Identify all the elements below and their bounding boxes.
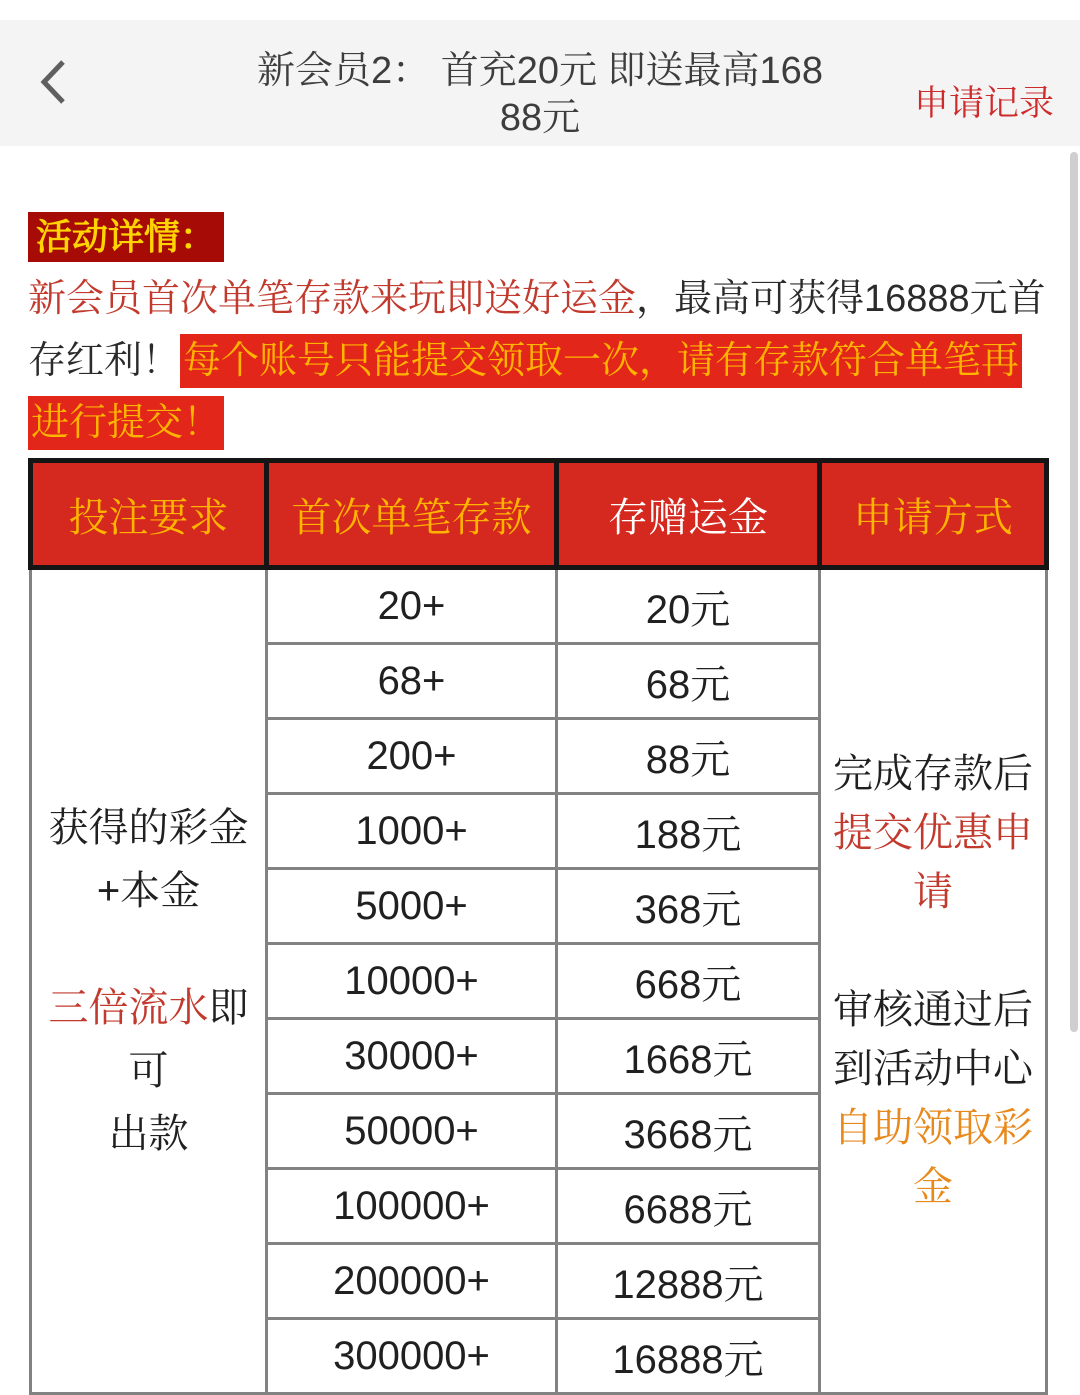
deposit-cell: 200+ [267,719,557,794]
activity-details-badge: 活动详情： [28,212,224,262]
promo-paragraph [28,268,1052,454]
deposit-cell: 20+ [267,568,557,644]
column-header-apply: 申请方式 [820,461,1047,568]
promo-text-segment: 每个账号只能提交领取一次，请有存款符合单笔再进行提交！ [28,334,1022,450]
column-header-requirement: 投注要求 [31,461,267,568]
chevron-left-icon [38,57,68,107]
promo-text-segment: 新会员首次单笔存款来玩即送好运金 [28,278,637,320]
deposit-cell: 5000+ [267,869,557,944]
column-header-deposit: 首次单笔存款 [267,461,557,568]
deposit-cell: 1000+ [267,794,557,869]
apply-step-1: 完成存款后提交优惠申请 [833,752,1033,914]
bonus-cell: 12888元 [557,1244,820,1319]
apply-gap [831,922,1035,981]
deposit-cell: 300000+ [267,1319,557,1394]
back-button[interactable] [30,54,76,110]
appbar [0,20,1080,146]
apply-step-2: 审核通过后到活动中心自助领取彩金 [833,988,1033,1209]
bonus-cell: 1668元 [557,1019,820,1094]
deposit-cell: 68+ [267,644,557,719]
column-header-bonus: 存赠运金 [557,461,820,568]
bonus-cell: 6688元 [557,1169,820,1244]
bonus-cell: 668元 [557,944,820,1019]
promo-table [28,458,1049,1395]
bonus-cell: 188元 [557,794,820,869]
table-header-row [31,461,1047,568]
deposit-cell: 50000+ [267,1094,557,1169]
bonus-cell: 88元 [557,719,820,794]
requirement-line: 三倍流水即可 [48,985,249,1093]
deposit-cell: 10000+ [267,944,557,1019]
requirement-gap [34,923,263,977]
promo-text-segment: ，最高可获得16888元首存红利！ [28,278,1046,382]
table-row [31,568,1047,644]
scrollbar-thumb[interactable] [1070,152,1078,1032]
deposit-cell: 200000+ [267,1244,557,1319]
requirement-line: +本金 [96,868,201,913]
page-title: 新会员2： 首充20元 即送最高16888元 [257,50,823,139]
requirement-line: 获得的彩金 [48,805,249,850]
bonus-cell: 68元 [557,644,820,719]
requirement-cell [31,568,267,1394]
apply-method-cell [820,568,1047,1394]
bonus-cell: 368元 [557,869,820,944]
apply-records-link[interactable]: 申请记录 [913,84,1054,123]
requirement-line: 出款 [108,1111,189,1156]
table-body [31,568,1047,1394]
bonus-cell: 16888元 [557,1319,820,1394]
deposit-cell: 30000+ [267,1019,557,1094]
bonus-cell: 3668元 [557,1094,820,1169]
bonus-cell: 20元 [557,568,820,644]
deposit-cell: 100000+ [267,1169,557,1244]
